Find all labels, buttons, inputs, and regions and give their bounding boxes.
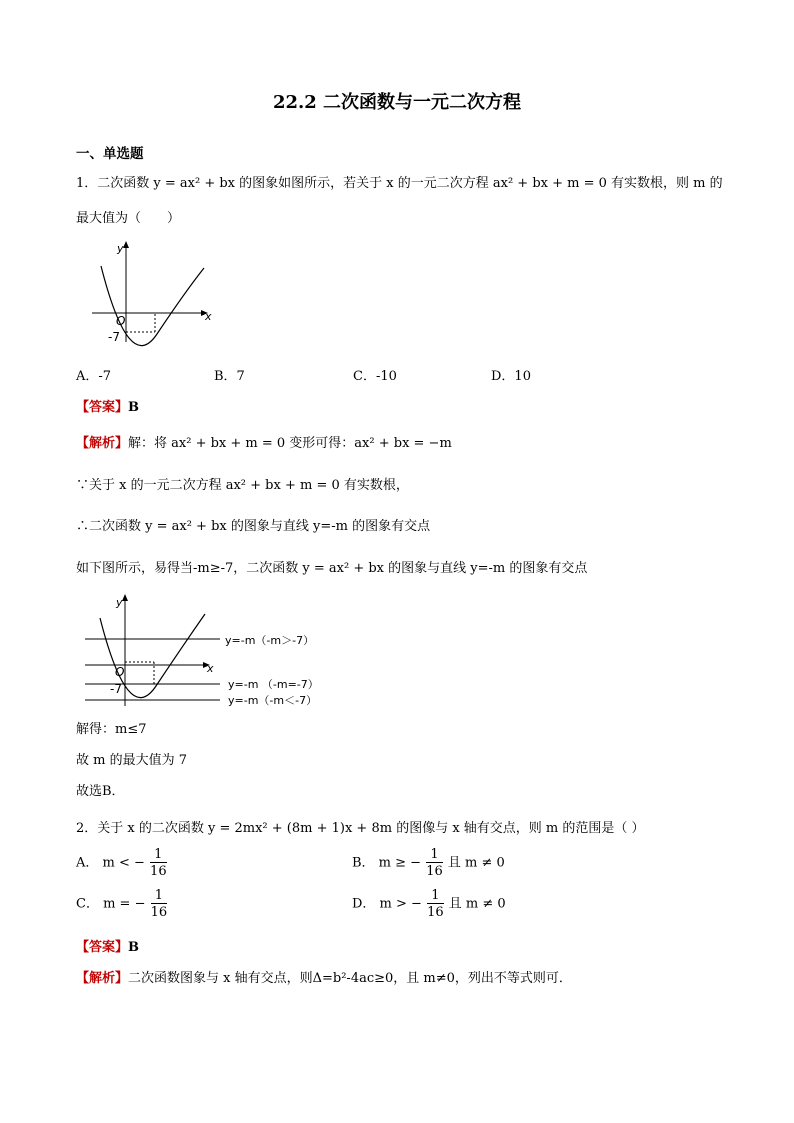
q2-option-d [352, 889, 506, 919]
option-d-text: D． m > − [352, 896, 422, 912]
option-d-suffix: 且 m ≠ 0 [448, 896, 506, 912]
min-label: -7 [110, 682, 122, 696]
q1-solution-5: 解得：m≤7 [76, 722, 147, 737]
fraction [150, 848, 167, 878]
q1-stem-line2: 最大值为（ ） [76, 211, 181, 226]
x-axis-label: x [205, 310, 212, 323]
origin-label: O [115, 665, 125, 679]
line-top-label: y=-m（-m＞-7） [225, 634, 315, 647]
q1-option-c: C．-10 [353, 369, 397, 384]
x-axis-label: x [207, 662, 214, 675]
min-label: -7 [108, 330, 120, 344]
q2-analysis [76, 967, 572, 986]
page-title: 22.2 二次函数与一元二次方程 [272, 92, 522, 113]
q2-option-a [76, 848, 168, 878]
q1-option-b: B．7 [214, 369, 245, 384]
fraction-den: 16 [426, 864, 443, 879]
fraction [427, 889, 444, 919]
q2-stem: 2．关于 x 的二次函数 y = 2mx² + (8m + 1)x + 8m 的图像与 x 轴有交点，则 m 的范围是（ ） [76, 821, 645, 836]
origin-label: O [116, 314, 126, 328]
y-axis-label: y [117, 242, 124, 255]
answer-value: B [128, 400, 140, 415]
solution-text: 解：将 ax² + bx + m = 0 变形可得：ax² + bx = −m [128, 436, 452, 451]
fraction-num: 1 [426, 848, 443, 863]
fraction-den: 16 [427, 905, 444, 920]
q1-solution-1 [76, 432, 452, 451]
q1-solution-4: 如下图所示，易得当-m≥-7，二次函数 y = ax² + bx 的图象与直线 y=-m 的图象有交点 [76, 561, 588, 576]
fraction [151, 889, 168, 919]
y-axis-arrow [122, 594, 128, 601]
section-heading: 一、单选题 [76, 146, 144, 162]
answer-tag: 【答案】 [76, 940, 129, 955]
q2-answer [76, 936, 139, 955]
q1-graph-2 [80, 590, 340, 710]
q1-solution-3: ∴二次函数 y = ax² + bx 的图象与直线 y=-m 的图象有交点 [76, 519, 431, 534]
q1-option-a: A．-7 [76, 369, 112, 384]
analysis-tag: 【解析】 [76, 971, 129, 986]
q1-answer [76, 396, 139, 415]
answer-value: B [128, 940, 140, 955]
fraction-den: 16 [150, 864, 167, 879]
line-mid-label: y=-m （-m=-7） [228, 678, 319, 691]
option-b-text: B． m ≥ − [352, 855, 422, 871]
fraction [426, 848, 443, 878]
fraction-num: 1 [427, 889, 444, 904]
y-axis-label: y [116, 596, 123, 609]
analysis-tag: 【解析】 [76, 436, 129, 451]
q1-solution-2: ∵关于 x 的一元二次方程 ax² + bx + m = 0 有实数根， [76, 478, 409, 493]
option-b-suffix: 且 m ≠ 0 [447, 855, 505, 871]
analysis-text: 二次函数图象与 x 轴有交点，则Δ=b²-4ac≥0，且 m≠0，列出不等式则可． [128, 971, 572, 986]
option-a-text: A． m < − [76, 855, 145, 871]
q2-option-c [76, 889, 168, 919]
q2-option-b [352, 848, 505, 878]
answer-tag: 【答案】 [76, 400, 129, 415]
y-axis-arrow [123, 241, 129, 248]
q1-solution-6: 故 m 的最大值为 7 [76, 753, 187, 768]
line-bottom-label: y=-m（-m＜-7） [228, 694, 318, 707]
fraction-den: 16 [150, 905, 168, 920]
q1-graph [86, 238, 216, 348]
q1-solution-7: 故选B． [76, 784, 125, 799]
option-c-text: C． m = − [76, 896, 146, 912]
fraction-num: 1 [150, 848, 167, 863]
fraction-num: 1 [151, 889, 168, 904]
q1-option-d: D．10 [491, 369, 531, 384]
q1-stem-line1: 1．二次函数 y = ax² + bx 的图象如图所示，若关于 x 的一元二次方程 ax² + bx + m = 0 有实数根，则 m 的 [76, 176, 723, 191]
